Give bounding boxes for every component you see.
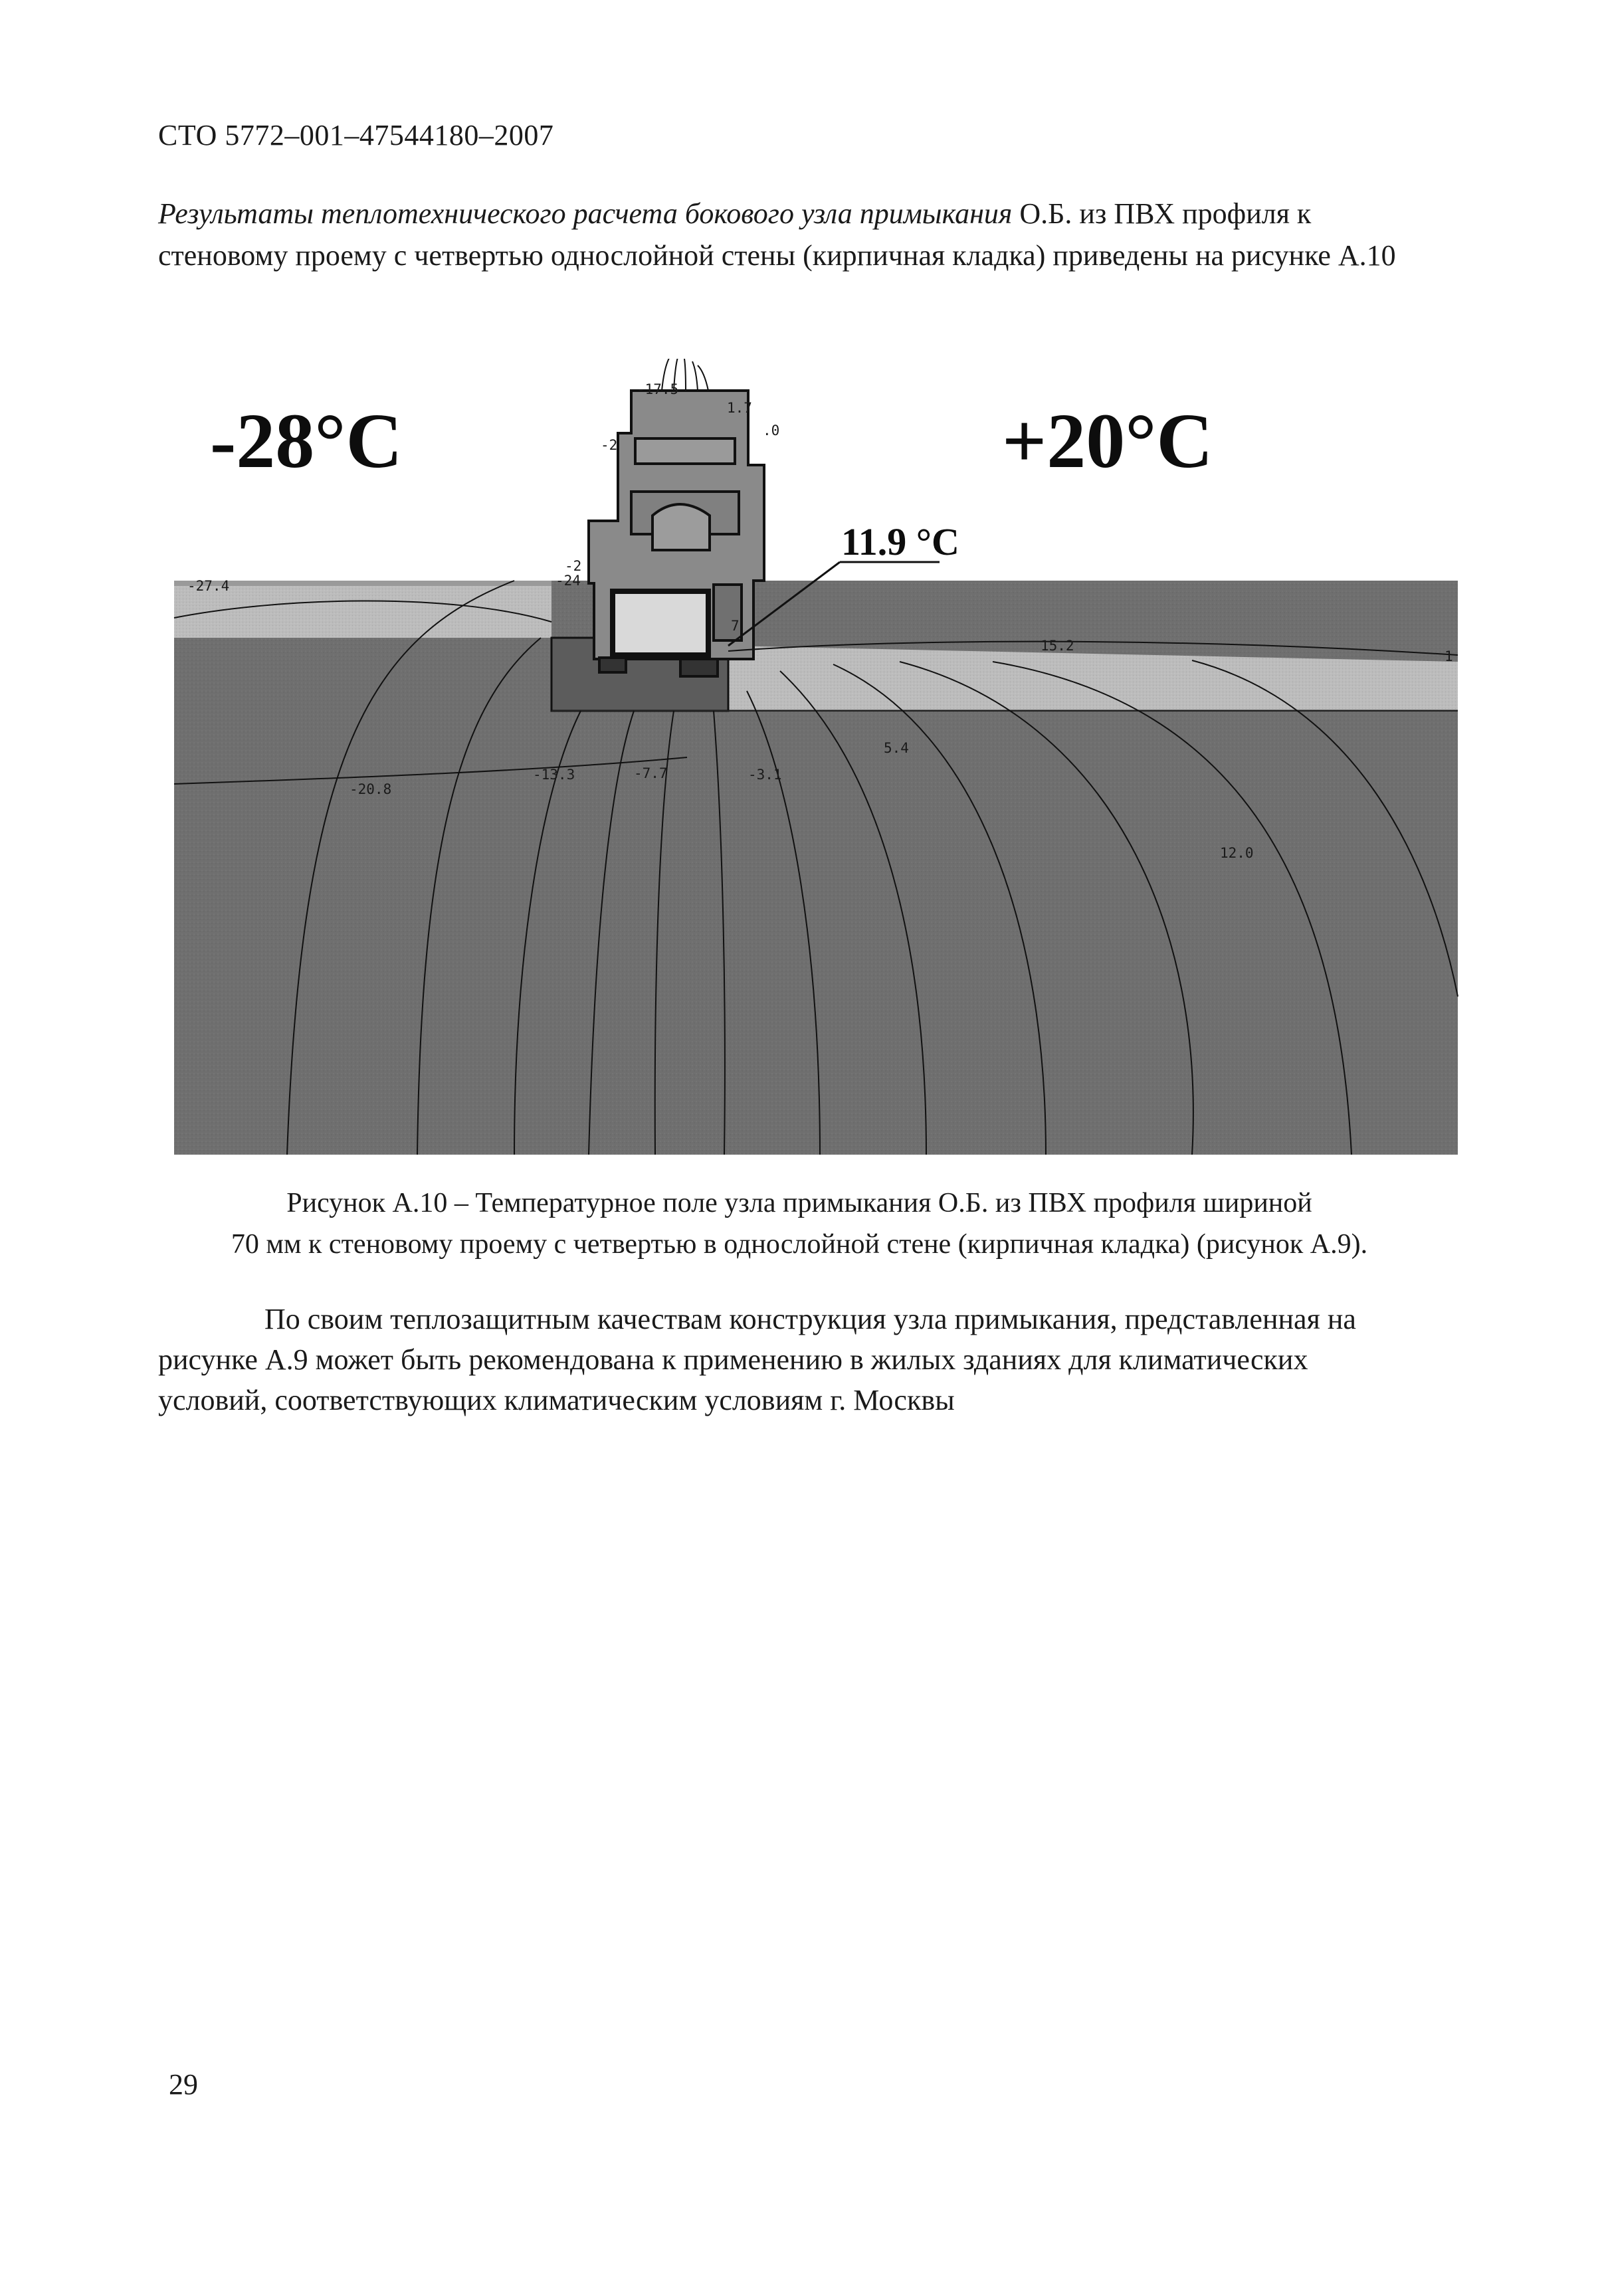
isoline-label: -7.7 (634, 765, 668, 781)
isoline-label: 1.7 (727, 400, 752, 416)
intro-paragraph (158, 193, 1421, 276)
isoline-label: -20.8 (350, 781, 392, 797)
inside-temperature: +20°С (1002, 397, 1213, 484)
isoline-label: -3.1 (748, 767, 782, 783)
isoline-label: -24 (555, 573, 581, 589)
page-number: 29 (169, 2068, 198, 2101)
temperature-field-figure (169, 359, 1463, 1156)
intro-text: О.Б. из ПВХ профиля к стеновому проему с четвертью однослойной стены (кирпичная кладка) приведены на рисунке А.10 (158, 197, 1396, 272)
isoline-label: 15.2 (1041, 638, 1074, 654)
isoline-label: .0 (763, 423, 780, 438)
document-code: СТО 5772–001–47544180–2007 (158, 119, 554, 151)
isoline-label: -13.3 (533, 767, 575, 783)
isoline-label: 5.4 (884, 740, 909, 756)
conclusion-text: По своим теплозащитным качествам конструкция узла примыкания, представленная на рисунке А.9 может быть рекомендована к применению в жилых зданиях для климатических условий, соответствующих климатическим условиям г. Москвы (158, 1303, 1356, 1416)
figure-caption (158, 1183, 1441, 1265)
isoline-label: -17.5 (637, 381, 679, 397)
isoline-label: 7 (731, 618, 740, 634)
isoline-label: 1 (1445, 648, 1453, 664)
caption-line-1: Рисунок А.10 – Температурное поле узла примыкания О.Б. из ПВХ профиля шириной (286, 1188, 1312, 1218)
isoline-label: -2 (565, 558, 582, 574)
callout-temperature: 11.9 °С (841, 520, 959, 563)
isoline-label: -27.4 (187, 578, 230, 594)
caption-line-2: 70 мм к стеновому проему с четвертью в однослойной стене (кирпичная кладка) (рисунок А.9). (231, 1229, 1368, 1260)
isoline-label: -2 (601, 437, 618, 453)
conclusion-paragraph (158, 1299, 1414, 1420)
intro-italic-text: Результаты теплотехнического расчета бокового узла примыкания (158, 197, 1013, 230)
isoline-label: 12.0 (1220, 845, 1254, 861)
outside-temperature: -28°С (210, 397, 403, 484)
